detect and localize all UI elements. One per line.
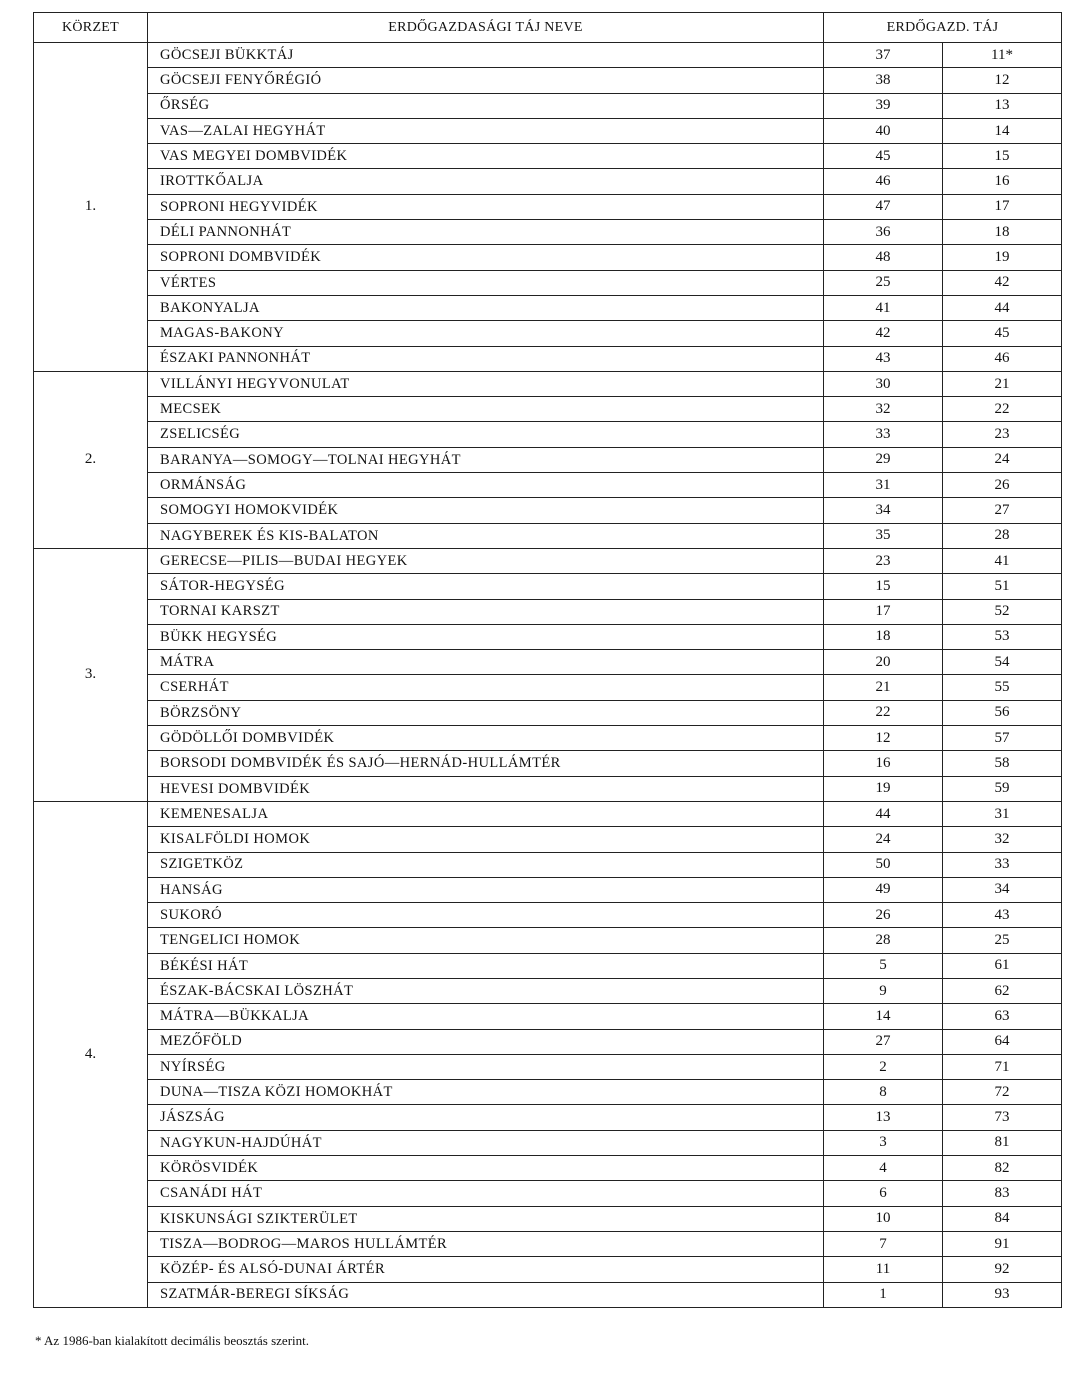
table-row	[34, 1029, 1062, 1054]
landscape-code-old: 10	[824, 1206, 943, 1231]
landscape-name: MECSEK	[148, 397, 824, 422]
table-row	[34, 599, 1062, 624]
landscape-code-decimal: 26	[943, 473, 1062, 498]
table-row	[34, 1206, 1062, 1231]
table-row	[34, 498, 1062, 523]
landscape-code-old: 36	[824, 220, 943, 245]
table-row	[34, 1231, 1062, 1256]
landscape-code-decimal: 54	[943, 650, 1062, 675]
landscape-name: BÉKÉSI HÁT	[148, 953, 824, 978]
table-row	[34, 523, 1062, 548]
landscape-name: TISZA—BODROG—MAROS HULLÁMTÉR	[148, 1231, 824, 1256]
landscape-code-decimal: 45	[943, 321, 1062, 346]
table-row	[34, 43, 1062, 68]
landscape-code-old: 23	[824, 548, 943, 573]
landscape-code-decimal: 16	[943, 169, 1062, 194]
table-row	[34, 700, 1062, 725]
landscape-code-decimal: 56	[943, 700, 1062, 725]
landscape-code-decimal: 63	[943, 1004, 1062, 1029]
header-landscape-code: ERDŐGAZD. TÁJ	[824, 13, 1062, 43]
landscape-code-old: 34	[824, 498, 943, 523]
landscape-name: BORSODI DOMBVIDÉK ÉS SAJÓ—HERNÁD-HULLÁMTÉR	[148, 751, 824, 776]
table-row	[34, 751, 1062, 776]
table-row	[34, 801, 1062, 826]
landscape-name: ŐRSÉG	[148, 93, 824, 118]
landscape-code-decimal: 24	[943, 447, 1062, 472]
landscape-code-decimal: 91	[943, 1231, 1062, 1256]
table-body	[34, 43, 1062, 1308]
landscape-code-decimal: 43	[943, 903, 1062, 928]
landscape-name: KÖZÉP- ÉS ALSÓ-DUNAI ÁRTÉR	[148, 1257, 824, 1282]
header-korzet: KÖRZET	[34, 13, 148, 43]
landscape-code-old: 6	[824, 1181, 943, 1206]
landscape-name: VAS MEGYEI DOMBVIDÉK	[148, 144, 824, 169]
landscape-name: MEZŐFÖLD	[148, 1029, 824, 1054]
landscape-code-decimal: 14	[943, 118, 1062, 143]
landscape-name: CSERHÁT	[148, 675, 824, 700]
landscape-code-old: 31	[824, 473, 943, 498]
landscape-code-old: 32	[824, 397, 943, 422]
landscape-name: HANSÁG	[148, 877, 824, 902]
landscape-code-decimal: 44	[943, 295, 1062, 320]
landscape-code-decimal: 23	[943, 422, 1062, 447]
landscape-name: MAGAS-BAKONY	[148, 321, 824, 346]
landscape-code-old: 45	[824, 144, 943, 169]
landscape-name: ÉSZAKI PANNONHÁT	[148, 346, 824, 371]
table-row	[34, 1130, 1062, 1155]
landscape-code-old: 49	[824, 877, 943, 902]
table-row	[34, 447, 1062, 472]
landscape-code-decimal: 57	[943, 726, 1062, 751]
landscape-name: SÁTOR-HEGYSÉG	[148, 574, 824, 599]
landscape-code-old: 44	[824, 801, 943, 826]
table-row	[34, 827, 1062, 852]
landscape-code-decimal: 18	[943, 220, 1062, 245]
table-row	[34, 1105, 1062, 1130]
landscape-table-container	[33, 12, 1061, 1308]
landscape-code-decimal: 84	[943, 1206, 1062, 1231]
landscape-name: GERECSE—PILIS—BUDAI HEGYEK	[148, 548, 824, 573]
landscape-name: GÖDÖLLŐI DOMBVIDÉK	[148, 726, 824, 751]
district-label: 1.	[34, 43, 148, 372]
table-row	[34, 852, 1062, 877]
landscape-name: SZIGETKÖZ	[148, 852, 824, 877]
landscape-code-old: 29	[824, 447, 943, 472]
table-row	[34, 473, 1062, 498]
landscape-code-old: 12	[824, 726, 943, 751]
table-row	[34, 194, 1062, 219]
landscape-name: NYÍRSÉG	[148, 1054, 824, 1079]
landscape-code-decimal: 93	[943, 1282, 1062, 1307]
table-row	[34, 650, 1062, 675]
table-row	[34, 877, 1062, 902]
landscape-name: KISALFÖLDI HOMOK	[148, 827, 824, 852]
landscape-code-decimal: 83	[943, 1181, 1062, 1206]
footnote: * Az 1986-ban kialakított decimális beosztás szerint.	[35, 1333, 310, 1348]
landscape-code-decimal: 34	[943, 877, 1062, 902]
landscape-name: SOPRONI DOMBVIDÉK	[148, 245, 824, 270]
landscape-name: GÖCSEJI FENYŐRÉGIÓ	[148, 68, 824, 93]
landscape-name: VAS—ZALAI HEGYHÁT	[148, 118, 824, 143]
landscape-name: TENGELICI HOMOK	[148, 928, 824, 953]
landscape-name: KEMENESALJA	[148, 801, 824, 826]
landscape-code-old: 26	[824, 903, 943, 928]
table-row	[34, 346, 1062, 371]
landscape-name: BÖRZSÖNY	[148, 700, 824, 725]
landscape-name: IROTTKŐALJA	[148, 169, 824, 194]
landscape-code-decimal: 71	[943, 1054, 1062, 1079]
landscape-name: NAGYKUN-HAJDÚHÁT	[148, 1130, 824, 1155]
landscape-code-old: 28	[824, 928, 943, 953]
landscape-code-old: 41	[824, 295, 943, 320]
landscape-code-old: 33	[824, 422, 943, 447]
table-header-row	[34, 13, 1062, 43]
landscape-code-old: 2	[824, 1054, 943, 1079]
landscape-name: ZSELICSÉG	[148, 422, 824, 447]
landscape-code-old: 11	[824, 1257, 943, 1282]
table-row	[34, 295, 1062, 320]
landscape-name: NAGYBEREK ÉS KIS-BALATON	[148, 523, 824, 548]
landscape-code-decimal: 25	[943, 928, 1062, 953]
landscape-code-decimal: 15	[943, 144, 1062, 169]
landscape-name: JÁSZSÁG	[148, 1105, 824, 1130]
landscape-name: VÉRTES	[148, 270, 824, 295]
landscape-name: SUKORÓ	[148, 903, 824, 928]
table-row	[34, 270, 1062, 295]
landscape-code-decimal: 12	[943, 68, 1062, 93]
district-label: 2.	[34, 371, 148, 548]
table-row	[34, 978, 1062, 1003]
landscape-code-old: 42	[824, 321, 943, 346]
landscape-code-decimal: 11*	[943, 43, 1062, 68]
table-row	[34, 574, 1062, 599]
district-label: 3.	[34, 548, 148, 801]
landscape-code-decimal: 61	[943, 953, 1062, 978]
landscape-code-old: 4	[824, 1156, 943, 1181]
landscape-code-old: 17	[824, 599, 943, 624]
landscape-code-decimal: 72	[943, 1080, 1062, 1105]
landscape-name: BÜKK HEGYSÉG	[148, 624, 824, 649]
landscape-name: SOMOGYI HOMOKVIDÉK	[148, 498, 824, 523]
landscape-name: MÁTRA—BÜKKALJA	[148, 1004, 824, 1029]
table-row	[34, 422, 1062, 447]
table-row	[34, 93, 1062, 118]
table-row	[34, 118, 1062, 143]
landscape-code-decimal: 33	[943, 852, 1062, 877]
landscape-code-decimal: 92	[943, 1257, 1062, 1282]
landscape-code-decimal: 58	[943, 751, 1062, 776]
landscape-code-old: 37	[824, 43, 943, 68]
landscape-name: DÉLI PANNONHÁT	[148, 220, 824, 245]
landscape-code-decimal: 51	[943, 574, 1062, 599]
table-row	[34, 220, 1062, 245]
landscape-code-old: 14	[824, 1004, 943, 1029]
landscape-name: DUNA—TISZA KÖZI HOMOKHÁT	[148, 1080, 824, 1105]
landscape-code-old: 5	[824, 953, 943, 978]
landscape-name: KISKUNSÁGI SZIKTERÜLET	[148, 1206, 824, 1231]
landscape-code-old: 13	[824, 1105, 943, 1130]
landscape-name: TORNAI KARSZT	[148, 599, 824, 624]
table-row	[34, 1181, 1062, 1206]
landscape-code-decimal: 59	[943, 776, 1062, 801]
landscape-code-decimal: 22	[943, 397, 1062, 422]
landscape-code-decimal: 17	[943, 194, 1062, 219]
table-row	[34, 68, 1062, 93]
landscape-code-decimal: 73	[943, 1105, 1062, 1130]
table-row	[34, 928, 1062, 953]
landscape-code-decimal: 81	[943, 1130, 1062, 1155]
landscape-code-old: 48	[824, 245, 943, 270]
table-row	[34, 321, 1062, 346]
landscape-code-old: 50	[824, 852, 943, 877]
landscape-code-old: 43	[824, 346, 943, 371]
landscape-code-old: 24	[824, 827, 943, 852]
landscape-code-old: 39	[824, 93, 943, 118]
landscape-code-decimal: 13	[943, 93, 1062, 118]
landscape-name: KÖRÖSVIDÉK	[148, 1156, 824, 1181]
table-row	[34, 903, 1062, 928]
table-row	[34, 144, 1062, 169]
landscape-code-decimal: 28	[943, 523, 1062, 548]
landscape-code-old: 7	[824, 1231, 943, 1256]
landscape-code-decimal: 52	[943, 599, 1062, 624]
landscape-name: CSANÁDI HÁT	[148, 1181, 824, 1206]
landscape-code-old: 20	[824, 650, 943, 675]
landscape-code-old: 21	[824, 675, 943, 700]
landscape-name: ORMÁNSÁG	[148, 473, 824, 498]
landscape-code-decimal: 46	[943, 346, 1062, 371]
table-row	[34, 1282, 1062, 1307]
landscape-code-decimal: 64	[943, 1029, 1062, 1054]
landscape-code-old: 16	[824, 751, 943, 776]
landscape-name: SOPRONI HEGYVIDÉK	[148, 194, 824, 219]
table-row	[34, 675, 1062, 700]
landscape-code-old: 22	[824, 700, 943, 725]
table-row	[34, 397, 1062, 422]
landscape-code-old: 15	[824, 574, 943, 599]
landscape-code-decimal: 31	[943, 801, 1062, 826]
table-row	[34, 1156, 1062, 1181]
district-label: 4.	[34, 801, 148, 1307]
landscape-code-old: 3	[824, 1130, 943, 1155]
landscape-code-decimal: 41	[943, 548, 1062, 573]
landscape-name: ÉSZAK-BÁCSKAI LÖSZHÁT	[148, 978, 824, 1003]
landscape-code-decimal: 42	[943, 270, 1062, 295]
landscape-code-decimal: 27	[943, 498, 1062, 523]
table-row	[34, 776, 1062, 801]
landscape-code-decimal: 19	[943, 245, 1062, 270]
table-row	[34, 548, 1062, 573]
table-row	[34, 1080, 1062, 1105]
landscape-code-old: 18	[824, 624, 943, 649]
landscape-name: BAKONYALJA	[148, 295, 824, 320]
landscape-code-decimal: 53	[943, 624, 1062, 649]
table-row	[34, 1004, 1062, 1029]
table-row	[34, 245, 1062, 270]
landscape-name: MÁTRA	[148, 650, 824, 675]
table-row	[34, 624, 1062, 649]
landscape-code-old: 27	[824, 1029, 943, 1054]
table-row	[34, 953, 1062, 978]
landscape-code-old: 35	[824, 523, 943, 548]
landscape-code-old: 25	[824, 270, 943, 295]
table-row	[34, 726, 1062, 751]
landscape-code-old: 9	[824, 978, 943, 1003]
forest-landscape-table	[33, 12, 1062, 1308]
landscape-code-old: 47	[824, 194, 943, 219]
landscape-code-old: 19	[824, 776, 943, 801]
landscape-code-decimal: 62	[943, 978, 1062, 1003]
table-row	[34, 371, 1062, 396]
landscape-code-decimal: 82	[943, 1156, 1062, 1181]
table-row	[34, 169, 1062, 194]
landscape-code-decimal: 55	[943, 675, 1062, 700]
landscape-code-old: 38	[824, 68, 943, 93]
header-landscape-name: ERDŐGAZDASÁGI TÁJ NEVE	[148, 13, 824, 43]
landscape-code-decimal: 32	[943, 827, 1062, 852]
landscape-name: GÖCSEJI BÜKKTÁJ	[148, 43, 824, 68]
landscape-name: HEVESI DOMBVIDÉK	[148, 776, 824, 801]
landscape-name: VILLÁNYI HEGYVONULAT	[148, 371, 824, 396]
landscape-name: BARANYA—SOMOGY—TOLNAI HEGYHÁT	[148, 447, 824, 472]
landscape-code-decimal: 21	[943, 371, 1062, 396]
landscape-code-old: 40	[824, 118, 943, 143]
landscape-code-old: 1	[824, 1282, 943, 1307]
landscape-code-old: 8	[824, 1080, 943, 1105]
landscape-name: SZATMÁR-BEREGI SÍKSÁG	[148, 1282, 824, 1307]
landscape-code-old: 30	[824, 371, 943, 396]
table-row	[34, 1257, 1062, 1282]
table-row	[34, 1054, 1062, 1079]
landscape-code-old: 46	[824, 169, 943, 194]
